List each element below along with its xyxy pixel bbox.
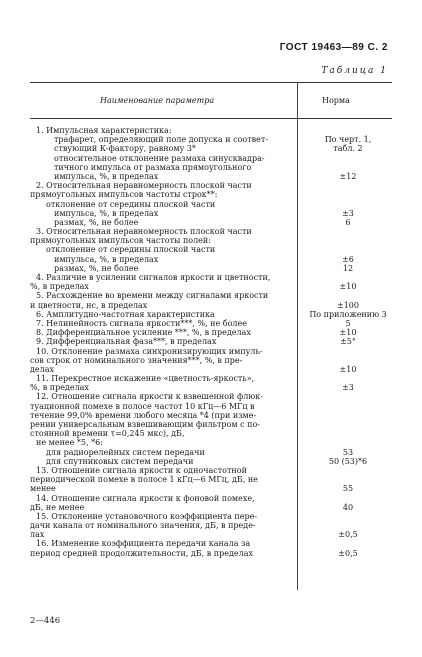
parameter-text: 14. Отношение сигнала яркости к фоновой помехе, — [36, 493, 255, 503]
table-row — [30, 365, 396, 374]
page-footer: 2—446 — [30, 616, 61, 626]
parameter-text: течение 99,0% времени любого месяца *4 (при изме- — [30, 410, 257, 420]
table-row — [30, 264, 396, 273]
table-row — [30, 457, 396, 466]
norm-value: 50 (53)*6 — [328, 456, 368, 466]
norm-value: 55 — [342, 484, 354, 494]
parameter-text: %, в пределах — [30, 383, 89, 393]
norm-value: табл. 2 — [333, 144, 363, 154]
parameter-text: менее — [30, 484, 56, 494]
parameter-text: %, в пределах — [30, 282, 89, 292]
norm-value: ±10 — [339, 364, 357, 374]
parameter-text: размах, %, не более — [54, 263, 139, 273]
column-header-norm: Норма — [322, 96, 350, 105]
table-row — [30, 200, 396, 209]
parameter-text: 6. Амплитудно-частотная характеристика — [36, 309, 215, 319]
parameter-text: 1. Импульсная характеристика: — [36, 126, 172, 135]
table-row — [30, 144, 396, 153]
table-row — [30, 310, 396, 319]
parameter-text: для радиорелейных систем передачи — [46, 447, 205, 457]
table-row — [30, 273, 396, 282]
table-row — [30, 172, 396, 181]
table-row — [30, 475, 396, 484]
norm-value: ±5° — [340, 337, 356, 347]
parameter-text: 2. Относительная неравномерность плоской части — [36, 181, 252, 191]
table-row — [30, 503, 396, 512]
table-row — [30, 181, 396, 190]
table-row — [30, 392, 396, 401]
table-row — [30, 319, 396, 328]
parameter-text: не менее *5, *6: — [36, 438, 103, 448]
parameter-text: туационной помехе в полосе частот 10 кГц—6 МГц в — [30, 401, 255, 411]
table-row — [30, 402, 396, 411]
parameter-text: тичного импульса от размаха прямоугольного — [54, 162, 252, 172]
table-top-rule — [30, 82, 392, 83]
table-row — [30, 135, 396, 144]
table-row — [30, 218, 396, 227]
norm-value: По черт. 1, — [324, 135, 372, 145]
table-row — [30, 126, 396, 135]
table-row — [30, 411, 396, 420]
parameter-text: ствующий К-фактору, равному 3* — [54, 144, 196, 154]
parameter-table-body — [30, 126, 396, 558]
parameter-text: импульса, %, в пределах — [54, 171, 159, 181]
norm-value: ±0,5 — [338, 530, 358, 540]
parameter-text: относительное отклонение размаха синусквадра- — [54, 153, 265, 163]
table-row — [30, 383, 396, 392]
table-row — [30, 448, 396, 457]
parameter-text: прямоугольных импульсов частоты строк**: — [30, 190, 218, 200]
norm-value: ±3 — [342, 383, 354, 393]
parameter-text: стоянной времени τ=0,245 мкс), дБ, — [30, 429, 185, 439]
norm-value: ±10 — [339, 328, 357, 338]
norm-value: ±100 — [337, 300, 359, 310]
parameter-text: прямоугольных импульсов частоты полей: — [30, 236, 211, 246]
parameter-text: делах — [30, 364, 55, 374]
norm-value: ±12 — [339, 171, 357, 181]
table-header-rule — [30, 118, 392, 119]
parameter-text: трафарет, определяющий поле допуска и соответ- — [54, 135, 268, 145]
table-row — [30, 494, 396, 503]
parameter-text: дачи канала от номинального значения, дБ, в преде- — [30, 521, 256, 531]
table-row — [30, 530, 396, 539]
table-row — [30, 291, 396, 300]
table-row — [30, 466, 396, 475]
parameter-text: 13. Отношение сигнала яркости к одночастотной — [36, 465, 247, 475]
parameter-text: 5. Расхождение во времени между сигналами яркости — [36, 291, 269, 301]
table-row — [30, 245, 396, 254]
table-row — [30, 484, 396, 493]
norm-value: 12 — [342, 263, 354, 273]
table-row — [30, 227, 396, 236]
norm-value: 6 — [345, 217, 351, 227]
table-row — [30, 209, 396, 218]
column-header-parameter: Наименование параметра — [100, 96, 215, 105]
parameter-text: лах — [30, 530, 45, 540]
parameter-text: для спутниковых систем передачи — [46, 456, 194, 466]
parameter-text: рении универсальным взвешивающим фильтром с по- — [30, 420, 260, 429]
standard-header: ГОСТ 19463—89 С. 2 — [279, 42, 388, 53]
parameter-text: сов строк от номинального значения***, %, в пре- — [30, 355, 243, 365]
parameter-text: период средней продолжительности, дБ, в пределах — [30, 548, 254, 558]
norm-value: ±10 — [339, 282, 357, 292]
parameter-text: импульса, %, в пределах — [54, 254, 159, 264]
norm-value: По приложению 3 — [309, 309, 387, 319]
parameter-text: 11. Перекрестное искажение «цветность-яркость», — [36, 374, 255, 384]
table-row — [30, 255, 396, 264]
parameter-text: 16. Изменение коэффициента передачи канала за — [36, 539, 251, 549]
table-row — [30, 282, 396, 291]
parameter-text: 4. Различие в усилении сигналов яркости и цветности, — [36, 273, 271, 282]
parameter-text: размах, %, не более — [54, 217, 139, 227]
table-row — [30, 163, 396, 172]
norm-value: ±3 — [342, 208, 354, 218]
table-row — [30, 337, 396, 346]
table-row — [30, 539, 396, 548]
parameter-text: 15. Отклонение установочного коэффициента пере- — [36, 511, 258, 521]
table-row — [30, 374, 396, 383]
table-row — [30, 549, 396, 558]
parameter-text: 10. Отклонение размаха синхронизирующих импуль- — [36, 346, 263, 356]
norm-value: 53 — [342, 447, 354, 457]
parameter-text: импульса, %, в пределах — [54, 208, 159, 218]
norm-value: 40 — [342, 502, 354, 512]
norm-value: ±0,5 — [338, 548, 358, 558]
norm-value: ±6 — [342, 254, 354, 264]
table-row — [30, 236, 396, 245]
table-row — [30, 420, 396, 429]
table-row — [30, 347, 396, 356]
table-row — [30, 328, 396, 337]
parameter-text: 12. Отношение сигнала яркости к взвешенной флюк- — [36, 392, 263, 402]
table-row — [30, 512, 396, 521]
table-row — [30, 438, 396, 447]
table-row — [30, 429, 396, 438]
parameter-text: 7. Нелинейность сигнала яркости***, %, не более — [36, 318, 247, 328]
table-row — [30, 301, 396, 310]
parameter-text: дБ, не менее — [30, 502, 85, 512]
norm-value: 5 — [345, 318, 351, 328]
parameter-text: 8. Дифференциальное усиление ***, %, в пределах — [36, 328, 251, 338]
parameter-text: 9. Дифференциальная фаза***, в пределах — [36, 337, 217, 347]
parameter-text: и цветности, нс, в пределах — [30, 300, 148, 310]
table-row — [30, 521, 396, 530]
parameter-text: отклонение от середины плоской части — [46, 199, 216, 209]
table-label: Таблица 1 — [321, 66, 388, 76]
table-row — [30, 356, 396, 365]
parameter-text: 3. Относительная неравномерность плоской части — [36, 227, 252, 237]
table-row — [30, 154, 396, 163]
parameter-text: отклонение от середины плоской части — [46, 245, 216, 255]
parameter-text: периодической помехе в полосе 1 кГц—6 МГц, дБ, не — [30, 475, 258, 485]
table-row — [30, 190, 396, 199]
